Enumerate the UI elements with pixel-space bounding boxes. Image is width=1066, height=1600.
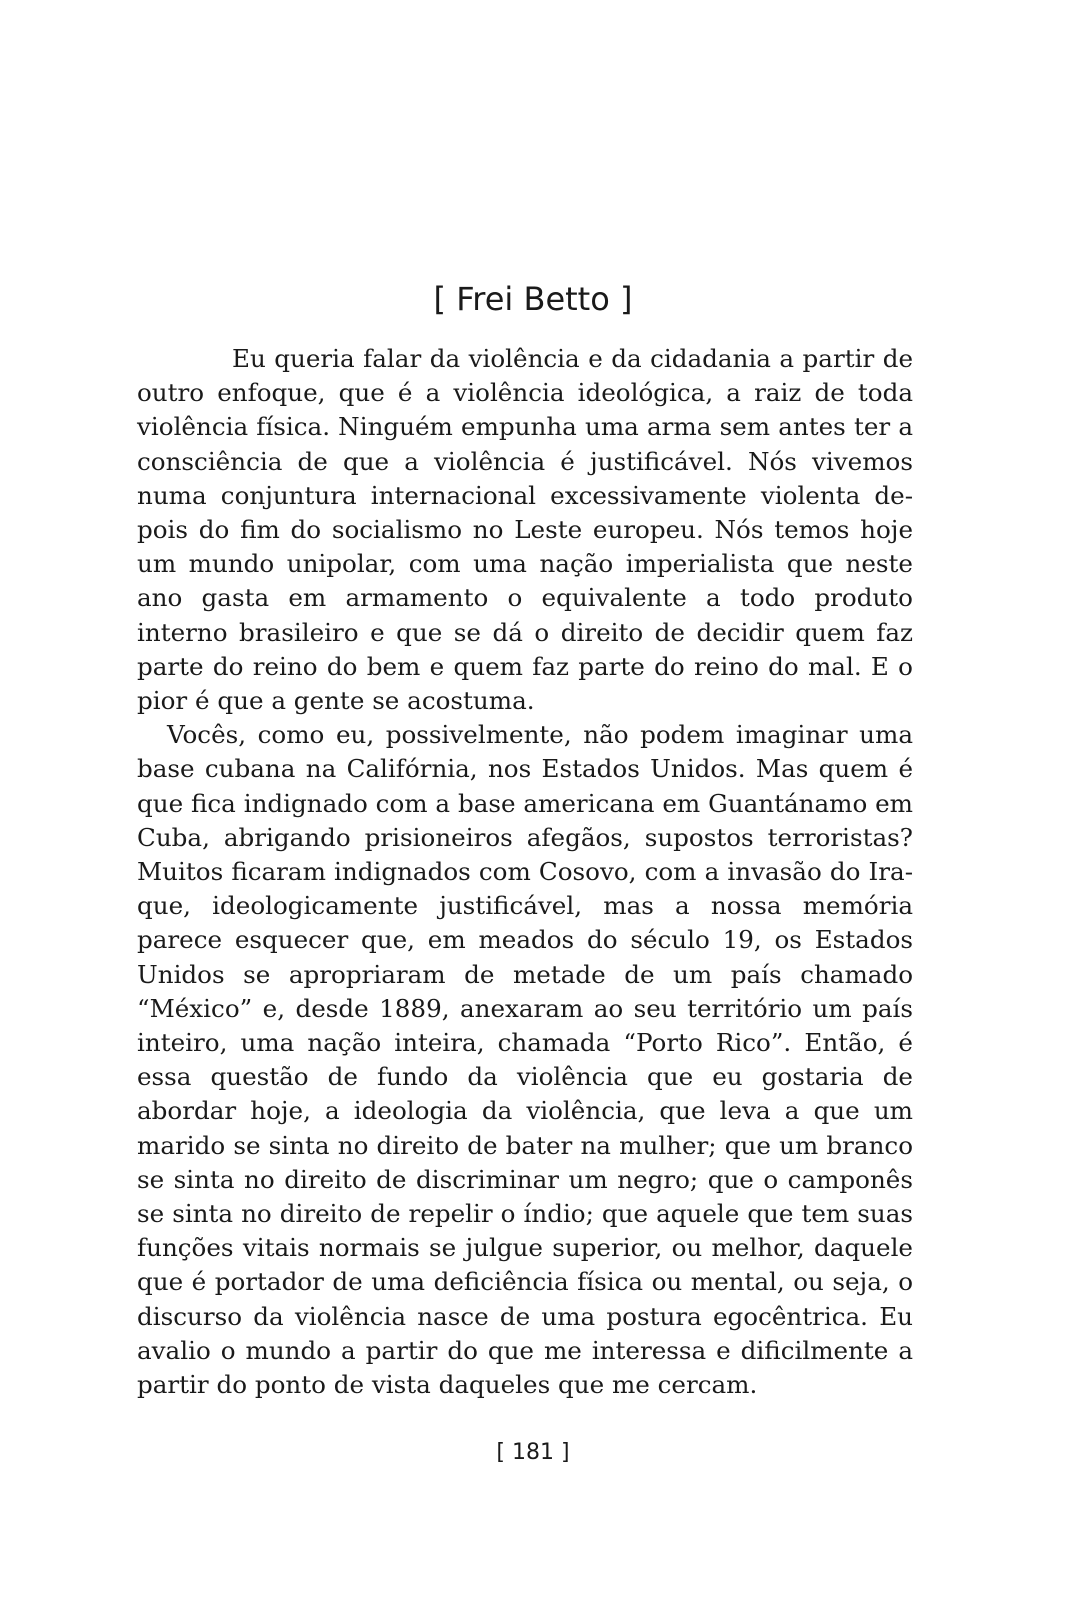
paragraph-1: Eu queria falar da violência e da cidadania a partir de outro enfoque, que é a violência ideológica, a raiz de toda violência física. Ninguém empunha uma arma sem antes ter a consciência de que a violência é justificável. Nós vivemos numa conjuntura internacional excessivamente violenta depois do fim do socialismo no Leste europeu. Nós temos hoje um mundo unipolar, com uma nação imperialista que neste ano gasta em armamento o equivalente a todo produto interno brasileiro e que se dá o direito de decidir quem faz parte do reino do bem e quem faz parte do reino do mal. E o pior é que a gente se acostuma. [137, 344, 913, 716]
chapter-heading: [ Frei Betto ] [433, 280, 633, 318]
page-number: [ 181 ] [496, 1440, 570, 1465]
body-text [137, 342, 913, 1402]
paragraph-2: Vocês, como eu, possivelmente, não podem imaginar uma base cubana na Califórnia, nos Estados Unidos. Mas quem é que fica indignado com a base americana em Guantánamo em Cuba, abrigando prisioneiros afegãos, supostos terroristas? Muitos ficaram indignados com Cosovo, com a invasão do Iraque, ideologicamente justificável, mas a nossa memória parece esquecer que, em meados do século 19, os Estados Unidos se apropriaram de metade de um país chamado “México” e, desde 1889, anexaram ao seu território um país inteiro, uma nação inteira, chamada “Porto Rico”. Então, é essa questão de fundo da violência que eu gostaria de abordar hoje, a ideologia da violência, que leva a que um marido se sinta no direito de bater na mulher; que um branco se sinta no direito de discriminar um negro; que o camponês se sinta no direito de repelir o índio; que aquele que tem suas funções vitais normais se julgue superior, ou melhor, daquele que é portador de uma deficiência física ou mental, ou seja, o discurso da violência nasce de uma postura egocêntrica. Eu avalio o mundo a partir do que me interessa e dificilmente a partir do ponto de vista daqueles que me cercam. [137, 720, 913, 1400]
